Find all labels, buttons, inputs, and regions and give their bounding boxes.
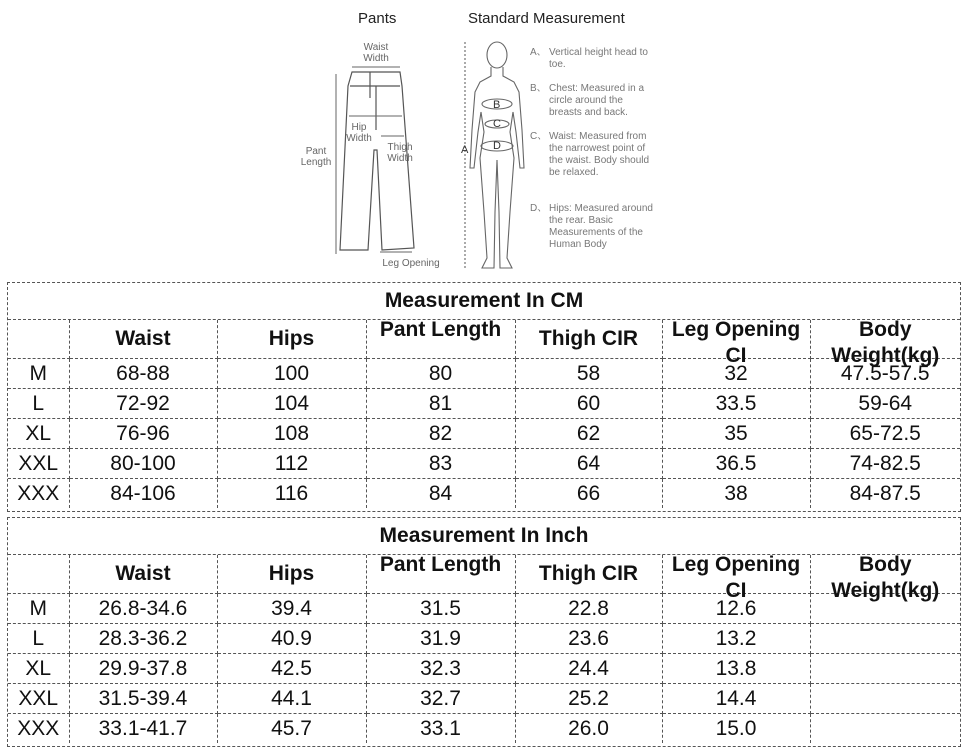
cm-table-title: Measurement In CM [8, 283, 960, 320]
table-cell: 108 [217, 419, 366, 449]
table-cell: 40.9 [217, 624, 366, 654]
table-row [8, 624, 960, 654]
hip-width-label: Hip Width [346, 122, 372, 144]
table-cell: 36.5 [662, 449, 810, 479]
table-cell: 80-100 [69, 449, 217, 479]
note-a: A、 Vertical height head to toe. [530, 47, 648, 70]
table-cell: 64 [515, 449, 662, 479]
standard-measurement-title: Standard Measurement [468, 10, 625, 27]
header-thigh-cir: Thigh CIR [515, 320, 662, 359]
body-figure [465, 42, 524, 268]
table-cell: 116 [217, 479, 366, 509]
inch-table-title: Measurement In Inch [8, 518, 960, 555]
table-cell: 23.6 [515, 624, 662, 654]
cm-size-table [7, 282, 961, 512]
table-row [8, 594, 960, 624]
table-row [8, 714, 960, 744]
body-letter-c: C [493, 118, 501, 130]
table-cell: 24.4 [515, 654, 662, 684]
header-leg-opening: Leg Opening CI [662, 320, 810, 359]
table-cell: 65-72.5 [810, 419, 960, 449]
table-row [8, 419, 960, 449]
table-cell: 112 [217, 449, 366, 479]
table-cell: 32.3 [366, 654, 515, 684]
table-row [8, 684, 960, 714]
table-cell: 28.3-36.2 [69, 624, 217, 654]
table-cell [810, 684, 960, 714]
table-cell [810, 714, 960, 744]
table-cell: 74-82.5 [810, 449, 960, 479]
table-cell: 31.5-39.4 [69, 684, 217, 714]
header-pant-length: Pant Length [366, 555, 515, 594]
table-cell: 29.9-37.8 [69, 654, 217, 684]
cm-table-grid [8, 320, 960, 508]
size-cell: M [8, 594, 69, 624]
table-cell: 66 [515, 479, 662, 509]
table-cell: 76-96 [69, 419, 217, 449]
header-size [8, 320, 69, 359]
size-cell: XL [8, 419, 69, 449]
size-cell: XXX [8, 714, 69, 744]
table-cell: 22.8 [515, 594, 662, 624]
measurement-diagram [0, 0, 962, 280]
note-d: D、 Hips: Measured around the rear. Basic Measurements of the Human Body [530, 203, 653, 250]
size-cell: L [8, 389, 69, 419]
table-row [8, 479, 960, 509]
table-cell: 13.2 [662, 624, 810, 654]
table-cell: 33.5 [662, 389, 810, 419]
table-cell: 68-88 [69, 359, 217, 389]
table-cell: 59-64 [810, 389, 960, 419]
table-cell: 38 [662, 479, 810, 509]
table-cell: 83 [366, 449, 515, 479]
table-cell: 31.5 [366, 594, 515, 624]
table-cell: 58 [515, 359, 662, 389]
table-cell: 100 [217, 359, 366, 389]
table-cell: 39.4 [217, 594, 366, 624]
table-cell: 35 [662, 419, 810, 449]
table-row [8, 389, 960, 419]
table-cell: 84 [366, 479, 515, 509]
cm-header-row [8, 320, 960, 359]
pant-length-label: Pant Length [300, 146, 332, 168]
table-cell [810, 624, 960, 654]
table-cell: 33.1-41.7 [69, 714, 217, 744]
table-cell: 84-87.5 [810, 479, 960, 509]
table-cell: 62 [515, 419, 662, 449]
header-thigh-cir: Thigh CIR [515, 555, 662, 594]
table-cell: 26.8-34.6 [69, 594, 217, 624]
inch-table-grid [8, 555, 960, 743]
table-row [8, 449, 960, 479]
table-cell [810, 654, 960, 684]
waist-width-label: Waist Width [363, 42, 389, 64]
table-cell: 12.6 [662, 594, 810, 624]
header-hips: Hips [217, 555, 366, 594]
header-size [8, 555, 69, 594]
diagram-illustration [0, 0, 962, 280]
size-cell: XXL [8, 684, 69, 714]
table-cell: 84-106 [69, 479, 217, 509]
thigh-width-label: Thigh Width [387, 142, 413, 164]
header-leg-opening: Leg Opening CI [662, 555, 810, 594]
inch-header-row [8, 555, 960, 594]
size-cell: M [8, 359, 69, 389]
table-row [8, 359, 960, 389]
table-cell: 32.7 [366, 684, 515, 714]
header-hips: Hips [217, 320, 366, 359]
header-body-weight: Body Weight(kg) [810, 320, 960, 359]
header-body-weight: Body Weight(kg) [810, 555, 960, 594]
note-b: B、 Chest: Measured in a circle around the breasts and back. [530, 83, 645, 118]
size-cell: XL [8, 654, 69, 684]
table-cell: 15.0 [662, 714, 810, 744]
leg-opening-label: Leg Opening [382, 258, 440, 269]
header-waist: Waist [69, 320, 217, 359]
table-cell: 25.2 [515, 684, 662, 714]
body-letter-d: D [493, 140, 501, 152]
body-letter-a: A [461, 144, 469, 156]
size-cell: L [8, 624, 69, 654]
table-cell: 47.5-57.5 [810, 359, 960, 389]
table-cell: 14.4 [662, 684, 810, 714]
header-pant-length: Pant Length [366, 320, 515, 359]
table-cell: 33.1 [366, 714, 515, 744]
table-cell: 80 [366, 359, 515, 389]
table-cell: 42.5 [217, 654, 366, 684]
pants-title: Pants [358, 10, 397, 27]
size-cell: XXX [8, 479, 69, 509]
table-cell: 32 [662, 359, 810, 389]
table-cell: 45.7 [217, 714, 366, 744]
inch-size-table [7, 517, 961, 747]
size-cell: XXL [8, 449, 69, 479]
table-cell: 60 [515, 389, 662, 419]
table-cell: 81 [366, 389, 515, 419]
table-cell: 31.9 [366, 624, 515, 654]
header-waist: Waist [69, 555, 217, 594]
table-row [8, 654, 960, 684]
table-cell: 104 [217, 389, 366, 419]
table-cell: 44.1 [217, 684, 366, 714]
table-cell: 13.8 [662, 654, 810, 684]
note-c: C、 Waist: Measured from the narrowest point of the waist. Body should be relaxed. [530, 131, 650, 178]
table-cell: 82 [366, 419, 515, 449]
body-letter-b: B [493, 99, 501, 111]
table-cell: 26.0 [515, 714, 662, 744]
table-cell: 72-92 [69, 389, 217, 419]
